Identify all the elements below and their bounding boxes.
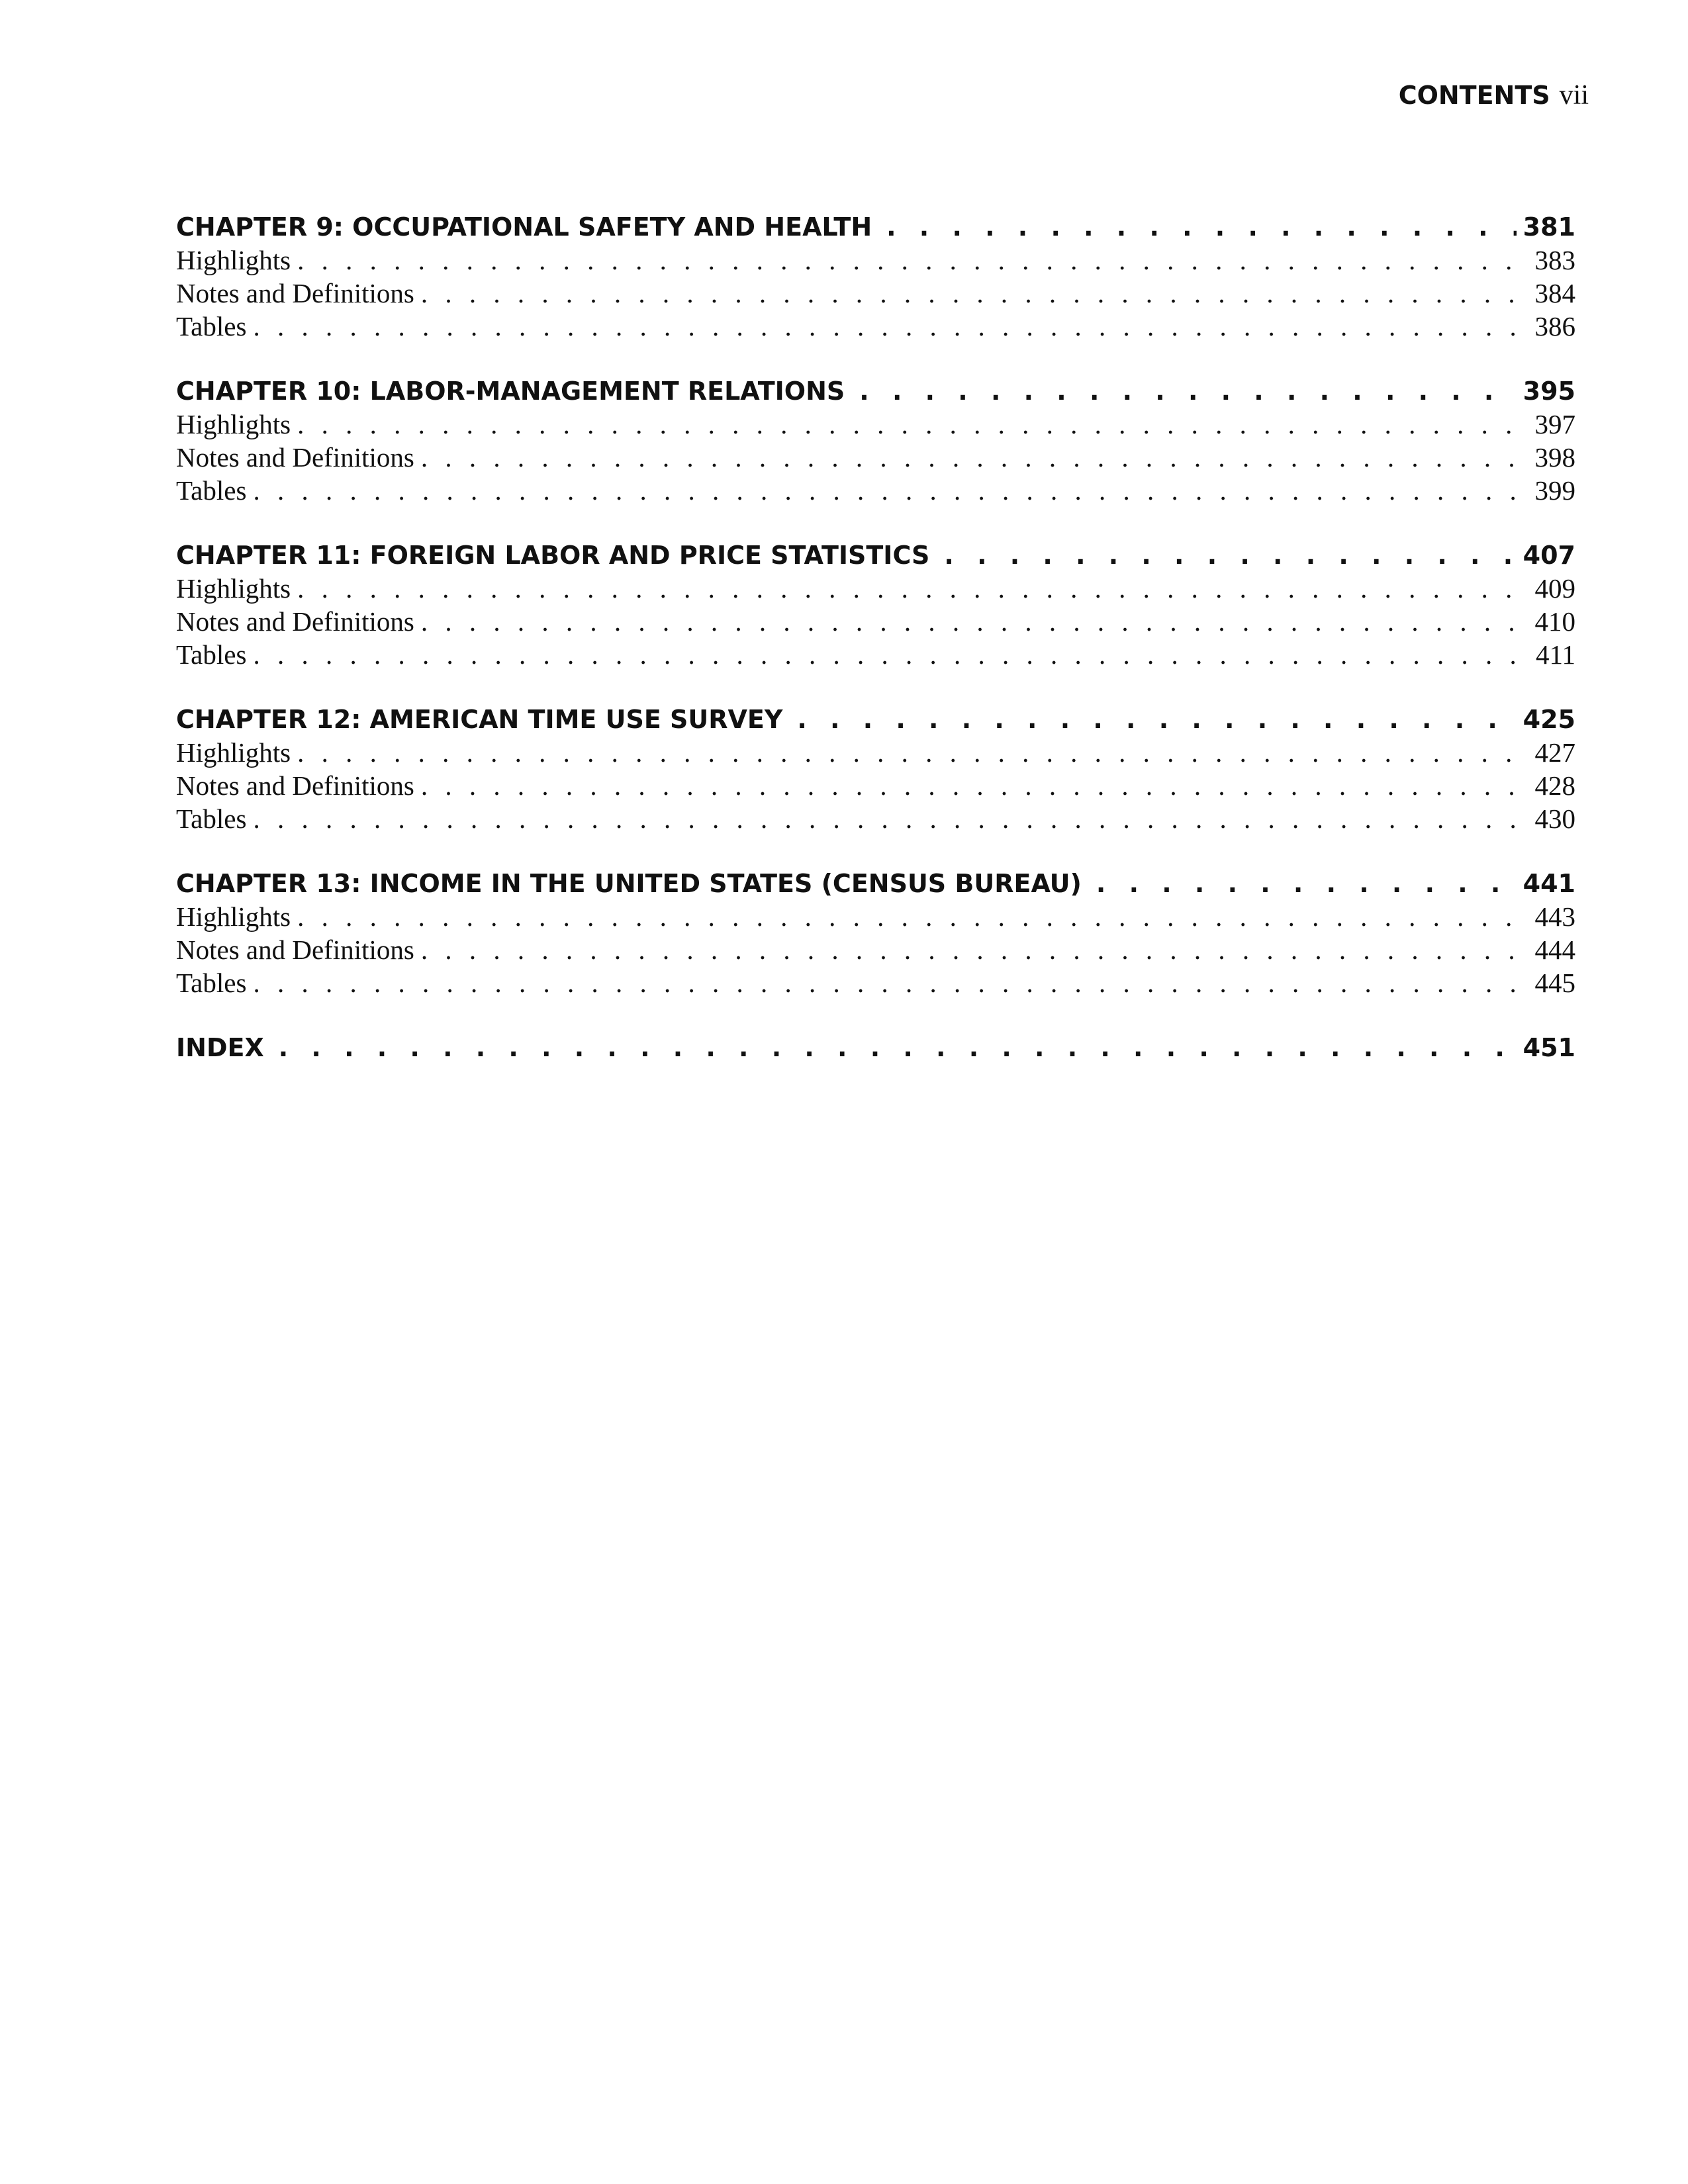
dot-leader — [1096, 867, 1517, 900]
entry-page-number: 443 — [1534, 901, 1575, 932]
dot-leader — [253, 966, 1528, 999]
toc-section-chapter-9 — [176, 210, 1575, 343]
entry-label: Highlights — [176, 737, 291, 768]
dot-leader — [253, 802, 1528, 835]
entry-page-number: 428 — [1534, 770, 1575, 801]
entry-label: Notes and Definitions — [176, 606, 414, 637]
entry-label: Tables — [176, 311, 247, 341]
entry-page-number: 444 — [1534, 934, 1575, 965]
toc-entry[interactable] — [176, 441, 1575, 474]
toc-chapter-entry[interactable] — [176, 375, 1575, 408]
index-title: INDEX — [176, 1033, 264, 1062]
toc-entry[interactable] — [176, 408, 1575, 441]
running-head-label: CONTENTS — [1398, 81, 1550, 110]
entry-page-number: 409 — [1534, 573, 1575, 604]
toc-entry[interactable] — [176, 769, 1575, 802]
toc-entry[interactable] — [176, 933, 1575, 966]
running-head — [1399, 79, 1589, 117]
dot-leader — [297, 408, 1528, 441]
dot-leader — [944, 539, 1516, 572]
chapter-page-number: 407 — [1523, 541, 1575, 570]
chapter-title: CHAPTER 10: LABOR-MANAGEMENT RELATIONS — [176, 377, 845, 406]
dot-leader — [859, 375, 1516, 408]
entry-label: Highlights — [176, 573, 291, 604]
dot-leader — [797, 703, 1516, 736]
entry-label: Tables — [176, 803, 247, 834]
dot-leader — [253, 474, 1528, 507]
entry-page-number: 398 — [1534, 442, 1575, 473]
entry-page-number: 399 — [1534, 475, 1575, 506]
entry-page-number: 445 — [1534, 968, 1575, 998]
toc-section-chapter-11 — [176, 539, 1575, 671]
dot-leader — [253, 638, 1529, 671]
chapter-title: CHAPTER 12: AMERICAN TIME USE SURVEY — [176, 705, 783, 734]
toc-entry[interactable] — [176, 802, 1575, 835]
toc-section-chapter-13 — [176, 867, 1575, 999]
entry-page-number: 383 — [1534, 245, 1575, 275]
toc-entry[interactable] — [176, 474, 1575, 507]
entry-page-number: 430 — [1534, 803, 1575, 834]
toc-section-index — [176, 1031, 1575, 1064]
entry-page-number: 397 — [1534, 409, 1575, 439]
toc-entry[interactable] — [176, 605, 1575, 638]
entry-label: Tables — [176, 639, 247, 670]
toc-section-chapter-10 — [176, 375, 1575, 507]
toc-chapter-entry[interactable] — [176, 210, 1575, 244]
chapter-page-number: 425 — [1523, 705, 1575, 734]
entry-page-number: 386 — [1534, 311, 1575, 341]
dot-leader — [421, 605, 1528, 638]
entry-label: Highlights — [176, 245, 291, 275]
toc-entry[interactable] — [176, 736, 1575, 769]
chapter-title: CHAPTER 11: FOREIGN LABOR AND PRICE STATISTICS — [176, 541, 930, 570]
index-page-number: 451 — [1523, 1033, 1575, 1062]
entry-page-number: 427 — [1534, 737, 1575, 768]
toc-chapter-entry[interactable] — [176, 867, 1575, 900]
dot-leader — [421, 933, 1528, 966]
dot-leader — [421, 769, 1528, 802]
toc-chapter-entry[interactable] — [176, 703, 1575, 736]
dot-leader — [297, 572, 1528, 605]
dot-leader — [297, 244, 1528, 277]
dot-leader — [297, 736, 1528, 769]
toc-entry[interactable] — [176, 572, 1575, 605]
entry-label: Notes and Definitions — [176, 770, 414, 801]
dot-leader — [886, 210, 1517, 244]
table-of-contents — [176, 210, 1575, 1096]
entry-label: Highlights — [176, 409, 291, 439]
chapter-title: CHAPTER 9: OCCUPATIONAL SAFETY AND HEALTH — [176, 212, 872, 242]
toc-entry[interactable] — [176, 244, 1575, 277]
entry-label: Notes and Definitions — [176, 442, 414, 473]
toc-entry[interactable] — [176, 638, 1575, 671]
toc-entry[interactable] — [176, 310, 1575, 343]
dot-leader — [421, 441, 1528, 474]
entry-label: Notes and Definitions — [176, 934, 414, 965]
entry-label: Highlights — [176, 901, 291, 932]
chapter-page-number: 395 — [1523, 377, 1575, 406]
entry-page-number: 384 — [1534, 278, 1575, 308]
running-head-page-number: vii — [1559, 80, 1589, 111]
entry-page-number: 410 — [1534, 606, 1575, 637]
entry-page-number: 411 — [1536, 639, 1575, 670]
entry-label: Notes and Definitions — [176, 278, 414, 308]
toc-entry[interactable] — [176, 277, 1575, 310]
dot-leader — [253, 310, 1528, 343]
chapter-title: CHAPTER 13: INCOME IN THE UNITED STATES (CENSUS BUREAU) — [176, 869, 1082, 898]
dot-leader — [279, 1031, 1517, 1064]
dot-leader — [297, 900, 1528, 933]
toc-entry[interactable] — [176, 900, 1575, 933]
dot-leader — [421, 277, 1528, 310]
toc-index-entry[interactable] — [176, 1031, 1575, 1064]
entry-label: Tables — [176, 475, 247, 506]
toc-entry[interactable] — [176, 966, 1575, 999]
chapter-page-number: 381 — [1523, 212, 1575, 242]
toc-chapter-entry[interactable] — [176, 539, 1575, 572]
chapter-page-number: 441 — [1523, 869, 1575, 898]
entry-label: Tables — [176, 968, 247, 998]
toc-section-chapter-12 — [176, 703, 1575, 835]
